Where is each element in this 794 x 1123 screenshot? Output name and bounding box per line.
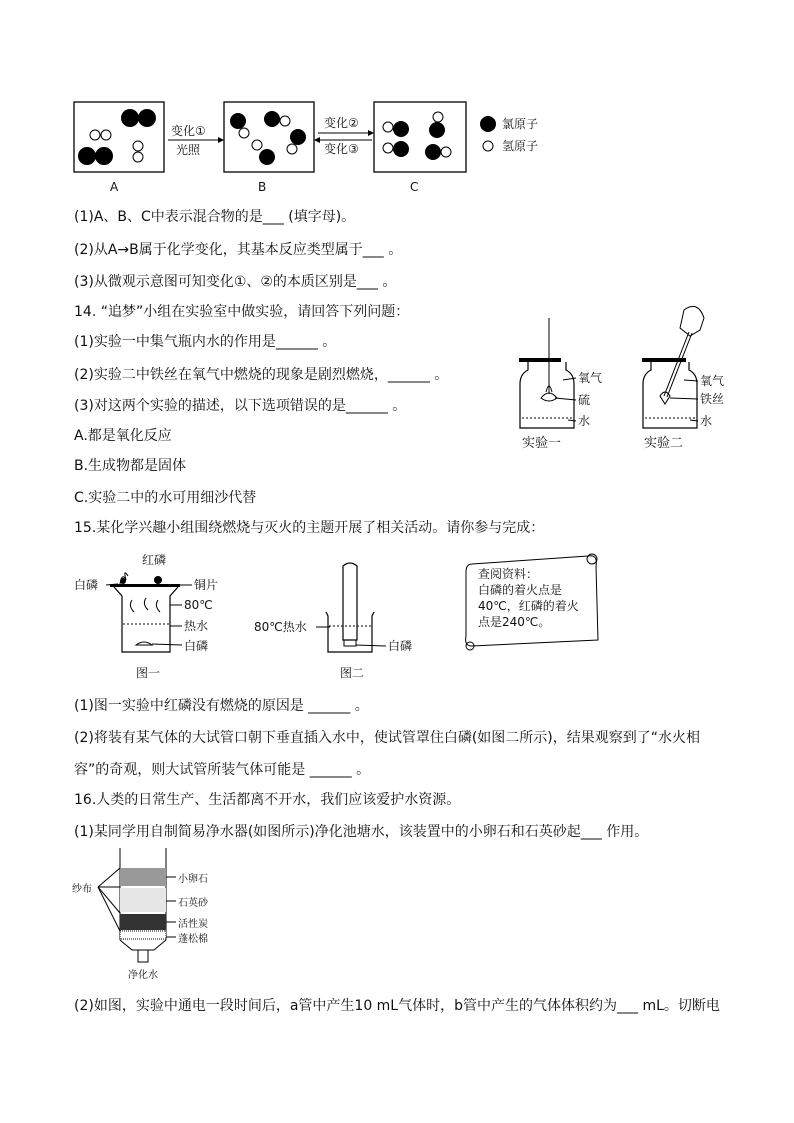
q16-stem: 16.人类的日常生产、生活都离不开水，我们应该爱护水资源。: [74, 792, 461, 808]
q14-sub3: (3)对这两个实验的描述，以下选项错误的是______ 。: [74, 398, 407, 414]
note-body: 白磷的着火点是40℃，红磷的着火点是240℃。: [478, 583, 579, 629]
q15-sub2b: 容”的奇观，则大试管所装气体可能是 ______ 。: [74, 762, 371, 778]
fig2-caption: 图二: [340, 666, 365, 680]
fig1-hot-water: 热水: [184, 619, 209, 633]
exp1-oxygen-label: 氧气: [578, 371, 603, 385]
exp2-caption: 实验二: [644, 436, 684, 451]
q14-option-a: A.都是氧化反应: [74, 428, 172, 444]
arrow1-sub: 光照: [176, 143, 201, 157]
arrow2-label: 变化②: [324, 116, 359, 130]
q15-stem: 15.某化学兴趣小组围绕燃烧与灭火的主题开展了相关活动。请你参与完成：: [74, 520, 545, 536]
q14-sub1: (1)实验一中集气瓶内水的作用是______ 。: [74, 334, 337, 350]
exp2-oxygen-label: 氧气: [700, 374, 725, 388]
filter-cotton-label: 蓬松棉: [178, 934, 208, 945]
q14-stem: 14. “追梦”小组在实验室中做实验，请回答下列问题：: [74, 304, 410, 320]
filter-gauze-label: 纱布: [72, 884, 92, 895]
legend-hydrogen: 氢原子: [502, 139, 539, 153]
fig1-caption: 图一: [136, 666, 161, 680]
fig1-white-p2: 白磷: [184, 639, 209, 653]
fig1-copper: 铜片: [194, 578, 219, 592]
arrow1-label: 变化①: [171, 124, 206, 138]
q16-sub1: (1)某同学用自制简易净水器(如图所示)净化池塘水，该装置中的小卵石和石英砂起___ 作用。: [74, 824, 649, 840]
fig2-label: 80℃热水: [254, 620, 307, 634]
q14-option-b: B.生成物都是固体: [74, 458, 187, 474]
arrow3-label: 变化③: [324, 142, 359, 156]
filter-output-label: 净化水: [128, 970, 158, 981]
fig1-red-p: 红磷: [142, 553, 167, 567]
exp1-water-label: 水: [578, 414, 591, 428]
q15-sub1: (1)图一实验中红磷没有燃烧的原因是 ______ 。: [74, 698, 369, 714]
q14-option-c: C.实验二中的水可用细沙代替: [74, 490, 257, 506]
q13-sub3: (3)从微观示意图可知变化①、②的本质区别是___ 。: [74, 274, 397, 290]
legend-chlorine: 氯原子: [502, 117, 539, 131]
q16-sub2: (2)如图，实验中通电一段时间后，a管中产生10 mL气体时，b管中产生的气体体积约为___ mL。切断电: [74, 998, 720, 1014]
exp2-wire-label: 铁丝: [700, 392, 725, 406]
box-c-label: C: [410, 180, 419, 194]
fig1-white-p: 白磷: [74, 578, 99, 592]
q13-sub2: (2)从A→B属于化学变化，其基本反应类型属于___ 。: [74, 242, 403, 258]
fig2-white-p: 白磷: [388, 639, 413, 653]
filter-carbon-label: 活性炭: [178, 919, 208, 930]
filter-quartz-label: 石英砂: [178, 898, 208, 909]
q14-sub2: (2)实验二中铁丝在氧气中燃烧的现象是剧烈燃烧，______ 。: [74, 367, 449, 383]
box-b-label: B: [258, 180, 267, 194]
exp2-water-label: 水: [700, 414, 713, 428]
q13-sub1: (1)A、B、C中表示混合物的是___ (填字母)。: [74, 209, 356, 225]
exp1-sulfur-label: 硫: [578, 393, 591, 407]
q15-sub2a: (2)将装有某气体的大试管口朝下垂直插入水中，使试管罩住白磷(如图二所示)，结果观察到了“水火相: [74, 730, 701, 746]
filter-pebble-label: 小卵石: [178, 874, 208, 885]
note-title: 查阅资料：: [478, 567, 539, 581]
exp1-caption: 实验一: [522, 436, 562, 451]
box-a-label: A: [110, 180, 119, 194]
fig1-temp: 80℃: [184, 598, 213, 612]
